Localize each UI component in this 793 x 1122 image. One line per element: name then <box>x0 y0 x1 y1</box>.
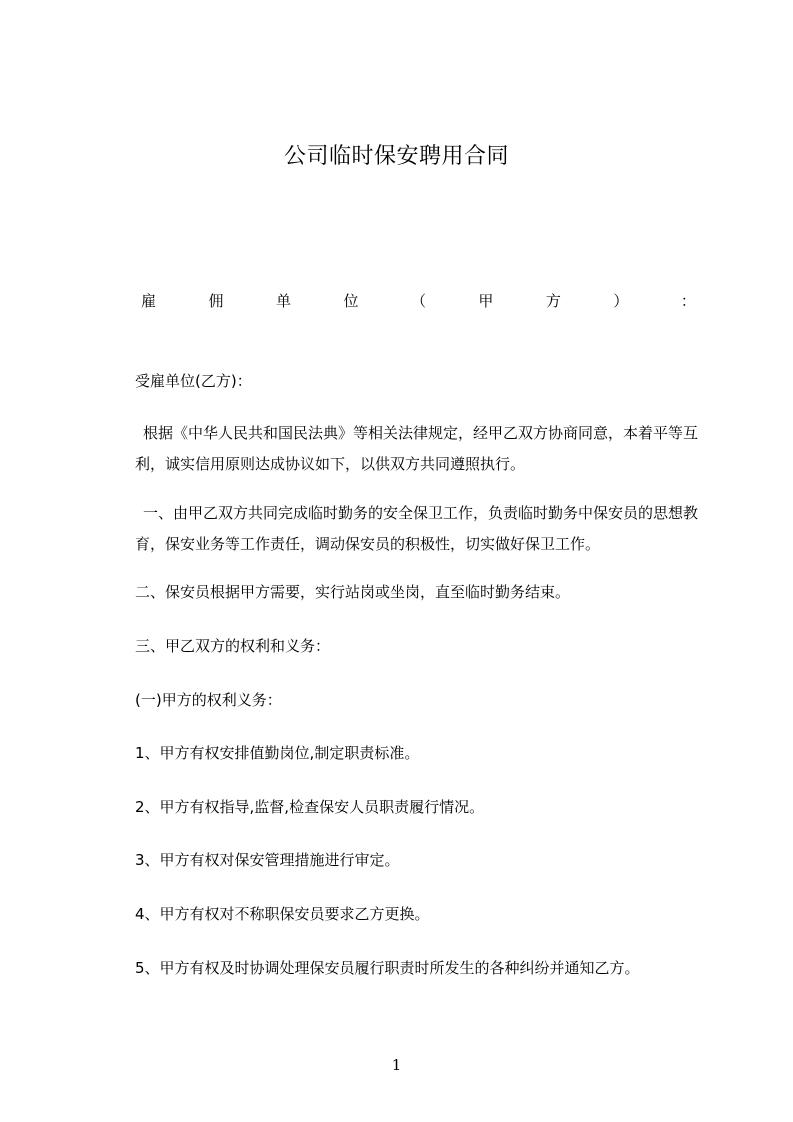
document-title: 公司临时保安聘用合同 <box>283 144 509 169</box>
party-a-char: 位 <box>343 292 359 310</box>
party-a-rights-heading: (一)甲方的权利义务： <box>135 691 282 709</box>
clause-1-paragraph: 一、由甲乙双方共同完成临时勤务的安全保卫工作，负责临时勤务中保安员的思想教育，保安业务等工作责任，调动保安员的积极性，切实做好保卫工作。 <box>135 504 699 553</box>
party-a-char: ） <box>613 292 629 310</box>
party-a-right-1: 1、甲方有权安排值勤岗位,制定职责标准。 <box>135 744 420 762</box>
clause-3-heading: 三、甲乙双方的权利和义务： <box>135 637 331 655</box>
party-b-line: 受雇单位(乙方)： <box>135 372 252 390</box>
page-number: 1 <box>391 1056 402 1074</box>
party-a-right-2: 2、甲方有权指导,监督,检查保安人员职责履行情况。 <box>135 798 485 816</box>
party-a-right-5: 5、甲方有权及时协调处理保安员履行职责时所发生的各种纠纷并通知乙方。 <box>135 959 640 977</box>
party-a-right-4: 4、甲方有权对不称职保安员要求乙方更换。 <box>135 905 430 923</box>
party-a-char: 甲 <box>478 292 494 310</box>
party-a-char: 雇 <box>141 292 157 310</box>
party-a-char: 方 <box>545 292 561 310</box>
party-a-char: 单 <box>275 292 291 310</box>
party-a-char: 佣 <box>208 292 224 310</box>
party-a-right-3: 3、甲方有权对保安管理措施进行审定。 <box>135 851 400 869</box>
party-a-char: ： <box>680 292 696 310</box>
intro-paragraph: 根据《中华人民共和国民法典》等相关法律规定，经甲乙双方协商同意，本着平等互利，诚实信用原则达成协议如下，以供双方共同遵照执行。 <box>135 424 699 473</box>
party-a-char: （ <box>410 292 426 310</box>
clause-2-paragraph: 二、保安员根据甲方需要，实行站岗或坐岗，直至临时勤务结束。 <box>135 583 571 601</box>
party-a-line <box>141 290 696 312</box>
